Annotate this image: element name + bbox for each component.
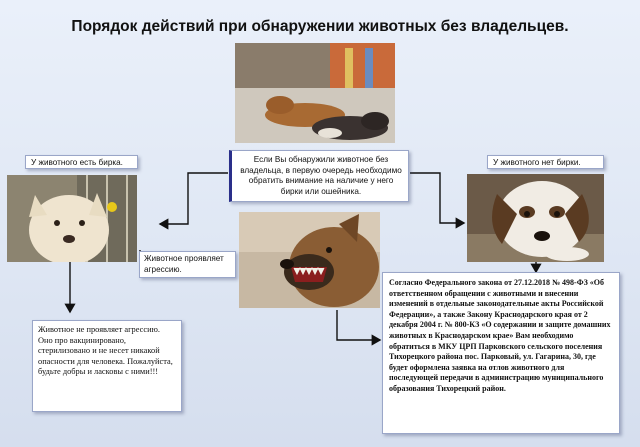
- tag-yes-box: [25, 155, 138, 169]
- tag-yes-text: У животного есть бирка.: [31, 158, 123, 167]
- arrow-to-tag-yes: [160, 173, 228, 224]
- untagged-dog-photo: [467, 174, 604, 262]
- page-title: Порядок действий при обнаружении животных без владельцев.: [71, 18, 569, 35]
- no-aggression-text: Животное не проявляет агрессию. Оно про вакцинировано, стерилизовано и не несет никакой опасности для человека. Пожалуйста, будьте добры и ласковы с ними!!!: [38, 325, 173, 377]
- arrow-to-tag-no: [410, 173, 464, 223]
- tag-no-box: [487, 155, 604, 169]
- sleeping-dogs-photo: [235, 43, 395, 143]
- center-instruction-box: [229, 150, 409, 202]
- tagged-dog-photo: [7, 175, 137, 262]
- aggressive-dog-photo: [239, 212, 380, 308]
- aggression-text: Животное проявляет агрессию.: [144, 254, 224, 274]
- center-instruction-text: Если Вы обнаружили животное без владельца, в первую очередь необходимо обратить внимание на наличие у него бирки или ошейника.: [240, 155, 402, 196]
- law-info-box: [382, 272, 620, 434]
- aggression-box: [139, 251, 236, 278]
- ear-tag-icon: [107, 202, 117, 212]
- law-info-text: Согласно Федерального закона от 27.12.2018 № 498-ФЗ «Об ответственном обращении с животными и внесении изменений в отдельные законодательные акты Российской Федерации», а также Закону Краснодарского края от 2 декабря 2004 г. № 800-КЗ «О содержании и защите домашних животных в Краснодарском крае» Вам необходимо обратиться в МКУ ЦРП Парковского сельского поселения Тихорецкого района пос. Парковый, ул. Гагарина, 30, где будет оформлена заявка на отлов животного для последующей передачи в администрацию муниципального образования Тихорецкий район.: [389, 278, 611, 393]
- tag-no-text: У животного нет бирки.: [493, 158, 581, 167]
- no-aggression-box: [32, 320, 182, 412]
- arrow-aggression-to-law: [337, 310, 380, 340]
